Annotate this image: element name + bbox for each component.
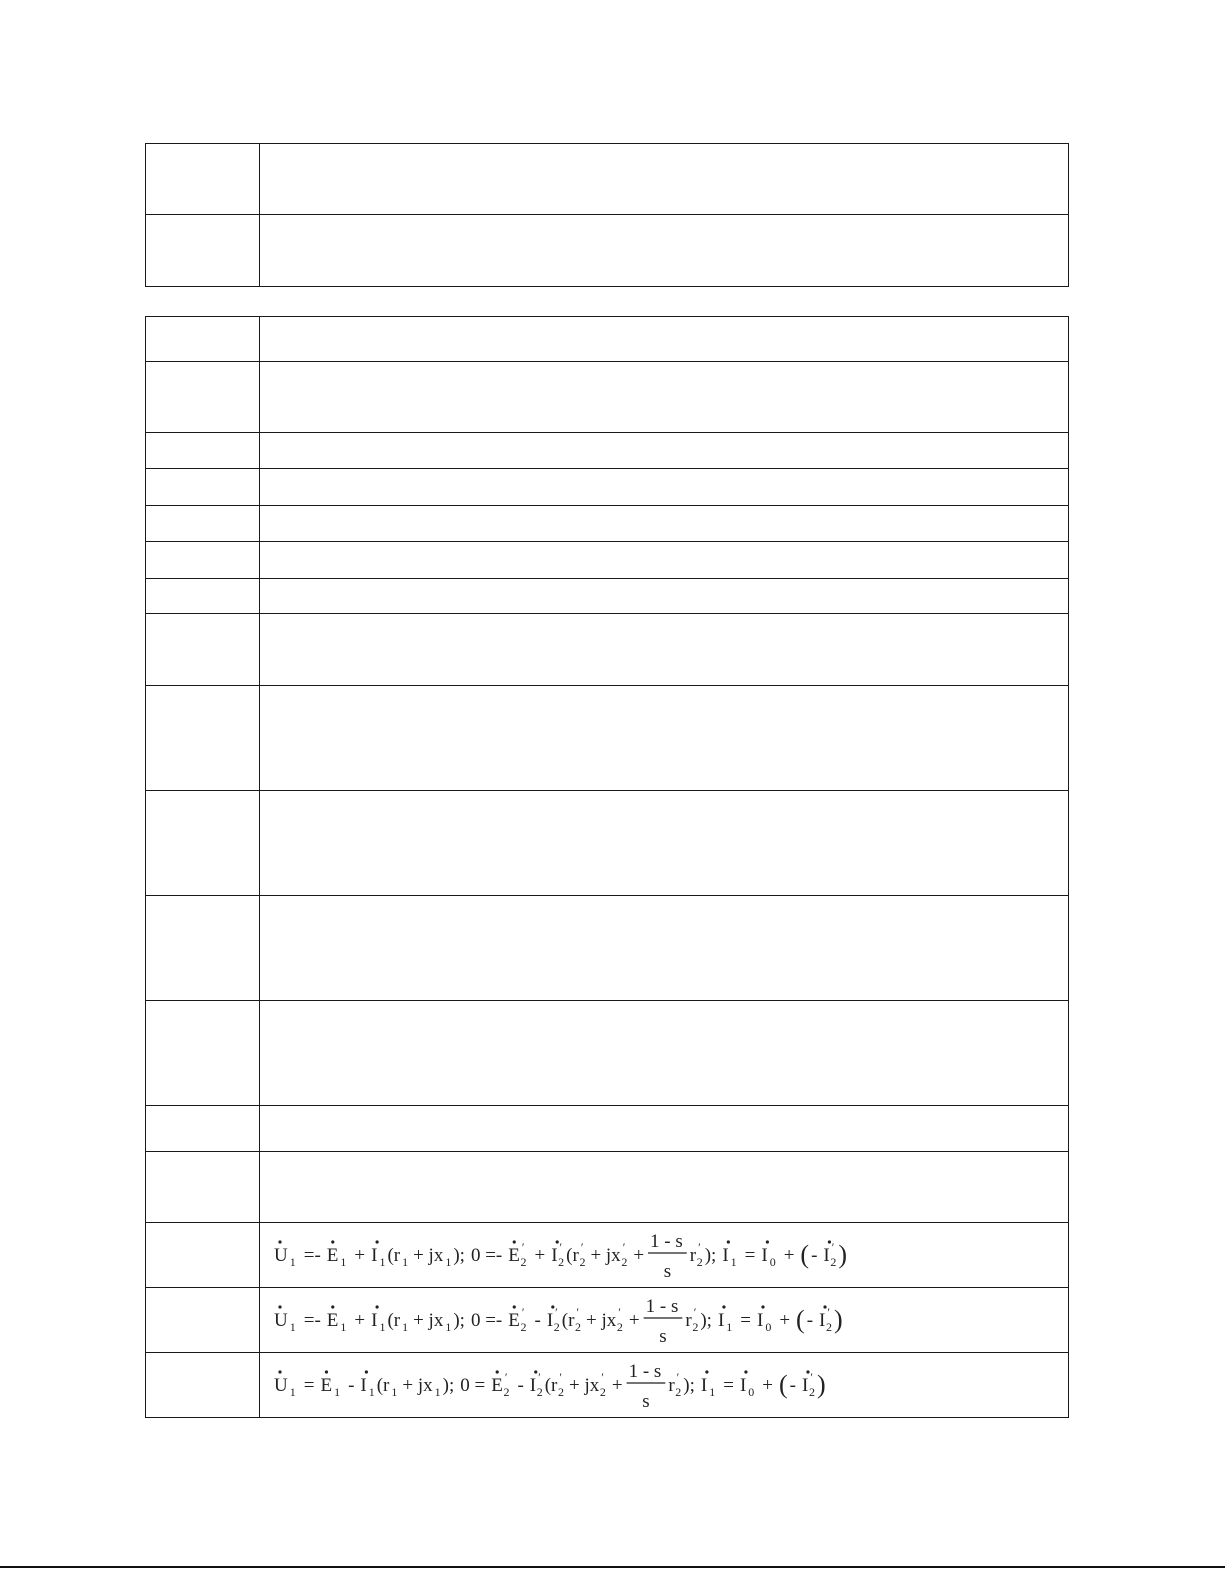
eq-operator: - xyxy=(348,1375,355,1396)
phasor-dot xyxy=(722,1305,725,1308)
eq-paren: ) xyxy=(816,1370,826,1399)
eq-subscript: 2 xyxy=(675,1385,682,1399)
eq-text: (r xyxy=(561,1310,575,1331)
eq-subscript: 2 xyxy=(808,1385,815,1399)
eq-subscript: 2 xyxy=(553,1320,560,1334)
eq-subscript: 1 xyxy=(334,1385,341,1399)
eq-subscript: 1 xyxy=(434,1385,441,1399)
eq-subscript: 1 xyxy=(402,1320,409,1334)
eq-symbol-i: I xyxy=(801,1375,809,1396)
table-row xyxy=(146,506,1069,542)
eq-operator: - xyxy=(534,1310,541,1331)
phasor-dot xyxy=(325,1370,328,1373)
eq-paren: ( xyxy=(800,1240,810,1269)
eq-subscript: 2 xyxy=(825,1320,832,1334)
eq-subscript: 2 xyxy=(558,1385,564,1399)
eq-subscript: 0 xyxy=(748,1385,755,1399)
row-content-cell xyxy=(260,215,1069,287)
row-number-cell xyxy=(146,686,260,791)
phasor-dot xyxy=(513,1305,516,1308)
eq-symbol-u: U xyxy=(274,1310,288,1331)
eq-subscript: 1 xyxy=(289,1385,296,1399)
eq-symbol-i: I xyxy=(756,1310,764,1331)
eq-operator: =- xyxy=(303,1245,321,1266)
equation-option-3 xyxy=(274,1355,1068,1415)
phasor-dot xyxy=(278,1240,281,1243)
question-table-2 xyxy=(145,316,1069,1418)
row-content-cell xyxy=(260,579,1069,614)
phasor-dot xyxy=(513,1240,516,1243)
eq-text: ); xyxy=(453,1310,465,1331)
row-content-cell xyxy=(260,1001,1069,1106)
eq-operator: = xyxy=(723,1375,734,1396)
table-row xyxy=(146,362,1069,433)
eq-symbol-i: I xyxy=(717,1310,725,1331)
phasor-dot xyxy=(766,1240,769,1243)
eq-prime: ′ xyxy=(576,1305,580,1319)
eq-symbol-u: U xyxy=(274,1245,288,1266)
row-number-cell xyxy=(146,896,260,1001)
eq-text: (r xyxy=(376,1375,390,1396)
eq-subscript: 1 xyxy=(730,1255,737,1269)
table-row xyxy=(146,215,1069,287)
row-content-cell xyxy=(260,686,1069,791)
eq-operator: + xyxy=(534,1245,546,1266)
eq-prime: ′ xyxy=(831,1240,835,1254)
phasor-dot xyxy=(823,1305,826,1308)
eq-text: 0 = xyxy=(460,1375,486,1396)
row-number-cell xyxy=(146,542,260,579)
eq-subscript: 1 xyxy=(379,1320,386,1334)
table-row xyxy=(146,1106,1069,1152)
eq-subscript: 2 xyxy=(520,1320,527,1334)
phasor-dot xyxy=(278,1305,281,1308)
row-number-cell xyxy=(146,791,260,896)
eq-symbol-e: E xyxy=(508,1245,520,1266)
table-row xyxy=(146,144,1069,215)
eq-symbol-i: I xyxy=(371,1245,378,1266)
fraction-numerator: 1 - s xyxy=(645,1296,679,1317)
equation-row xyxy=(146,1353,1069,1418)
eq-prime: ′ xyxy=(538,1370,541,1384)
eq-subscript: 2 xyxy=(536,1385,543,1399)
eq-prime: ′ xyxy=(504,1370,508,1384)
eq-operator: = xyxy=(303,1375,315,1396)
phasor-dot xyxy=(331,1240,334,1243)
eq-paren: ) xyxy=(833,1305,843,1334)
eq-text: r xyxy=(685,1310,692,1331)
eq-symbol-e: E xyxy=(491,1375,503,1396)
table-row xyxy=(146,791,1069,896)
eq-text: ); xyxy=(704,1245,717,1266)
eq-operator: = xyxy=(740,1310,751,1331)
eq-symbol-i: I xyxy=(529,1375,537,1396)
phasor-dot xyxy=(828,1240,831,1243)
eq-operator: = xyxy=(744,1245,756,1266)
row-content-cell xyxy=(260,791,1069,896)
phasor-dot xyxy=(705,1370,708,1373)
eq-prime: ′ xyxy=(810,1370,813,1384)
eq-text: + jx xyxy=(413,1245,444,1266)
eq-text: (r xyxy=(566,1245,579,1266)
equation-formula xyxy=(274,1225,954,1285)
equation-option-2 xyxy=(274,1290,1068,1350)
eq-operator: - xyxy=(806,1310,814,1331)
row-number-cell xyxy=(146,433,260,469)
eq-prime: ′ xyxy=(559,1370,562,1384)
eq-text: + jx xyxy=(590,1245,621,1266)
eq-text: ); xyxy=(442,1375,455,1396)
eq-prime: ′ xyxy=(622,1240,626,1254)
equation-row xyxy=(146,1223,1069,1288)
eq-operator: - xyxy=(517,1375,524,1396)
eq-subscript: 2 xyxy=(579,1255,586,1269)
eq-subscript: 1 xyxy=(340,1320,347,1334)
eq-subscript: 2 xyxy=(520,1255,527,1269)
eq-subscript: 1 xyxy=(709,1385,716,1399)
eq-subscript: 2 xyxy=(503,1385,510,1399)
row-number-cell xyxy=(146,144,260,215)
table-row xyxy=(146,542,1069,579)
fraction-denominator: s xyxy=(642,1391,650,1412)
row-number-cell xyxy=(146,317,260,362)
eq-prime: ′ xyxy=(601,1370,604,1384)
eq-symbol-i: I xyxy=(823,1245,830,1266)
phasor-dot xyxy=(744,1370,747,1373)
row-content-cell xyxy=(260,317,1069,362)
table-row xyxy=(146,686,1069,791)
eq-symbol-i: I xyxy=(722,1245,729,1266)
eq-text: (r xyxy=(387,1310,401,1331)
page-bottom-rule xyxy=(0,1566,1225,1568)
eq-subscript: 1 xyxy=(379,1255,386,1269)
eq-operator: + xyxy=(354,1310,366,1331)
eq-text: (r xyxy=(387,1245,401,1266)
eq-prime: ′ xyxy=(827,1305,830,1319)
eq-operator: =- xyxy=(303,1310,321,1331)
eq-symbol-e: E xyxy=(326,1310,339,1331)
phasor-dot xyxy=(331,1305,334,1308)
fraction-denominator: s xyxy=(663,1261,672,1282)
row-content-cell xyxy=(260,469,1069,506)
row-content-cell xyxy=(260,506,1069,542)
phasor-dot xyxy=(496,1370,499,1373)
row-number-cell xyxy=(146,215,260,287)
eq-text: (r xyxy=(544,1375,558,1396)
table-row xyxy=(146,1152,1069,1223)
eq-text: ); xyxy=(683,1375,695,1396)
eq-operator: - xyxy=(811,1245,818,1266)
eq-subscript: 1 xyxy=(289,1320,296,1334)
eq-operator: + xyxy=(354,1245,366,1266)
eq-prime: ′ xyxy=(676,1370,680,1384)
eq-prime: ′ xyxy=(521,1240,525,1254)
eq-operator: + xyxy=(762,1375,773,1396)
row-number-cell xyxy=(146,469,260,506)
eq-subscript: 1 xyxy=(445,1255,452,1269)
eq-subscript: 2 xyxy=(621,1255,628,1269)
eq-subscript: 2 xyxy=(692,1320,699,1334)
row-number-cell xyxy=(146,1152,260,1223)
row-content-cell xyxy=(260,542,1069,579)
eq-text: ); xyxy=(453,1245,465,1266)
eq-prime: ′ xyxy=(698,1240,701,1254)
eq-prime: ′ xyxy=(559,1240,563,1254)
eq-symbol-i: I xyxy=(360,1375,367,1396)
phasor-dot xyxy=(376,1240,379,1243)
equation-row xyxy=(146,1288,1069,1353)
eq-subscript: 1 xyxy=(445,1320,452,1334)
eq-symbol-i: I xyxy=(761,1245,768,1266)
eq-subscript: 2 xyxy=(616,1320,623,1334)
eq-text: + jx xyxy=(586,1310,617,1331)
table-row xyxy=(146,896,1069,1001)
row-number-cell xyxy=(146,1001,260,1106)
eq-text: r xyxy=(689,1245,697,1266)
eq-subscript: 1 xyxy=(726,1320,733,1334)
equation-option-1 xyxy=(274,1225,1068,1285)
phasor-dot xyxy=(534,1370,537,1373)
row-number-cell xyxy=(146,506,260,542)
eq-symbol-i: I xyxy=(819,1310,826,1331)
eq-symbol-i: I xyxy=(551,1245,558,1266)
eq-subscript: 2 xyxy=(830,1255,837,1269)
eq-subscript: 1 xyxy=(368,1385,375,1399)
eq-text: + jx xyxy=(569,1375,600,1396)
eq-subscript: 2 xyxy=(599,1385,606,1399)
row-number-cell xyxy=(146,614,260,686)
eq-prime: ′ xyxy=(693,1305,697,1319)
eq-symbol-e: E xyxy=(320,1375,333,1396)
row-content-cell xyxy=(260,896,1069,1001)
table-row xyxy=(146,469,1069,506)
fraction-denominator: s xyxy=(659,1326,667,1347)
eq-subscript: 1 xyxy=(289,1255,296,1269)
eq-paren: ( xyxy=(796,1305,805,1334)
eq-prime: ′ xyxy=(555,1305,558,1319)
eq-subscript: 1 xyxy=(340,1255,347,1269)
eq-paren: ) xyxy=(838,1240,848,1269)
equation-formula xyxy=(274,1290,954,1350)
eq-operator: + xyxy=(783,1245,795,1266)
phasor-dot xyxy=(551,1305,554,1308)
eq-symbol-u: U xyxy=(274,1375,288,1396)
row-number-cell xyxy=(146,1106,260,1152)
eq-subscript: 0 xyxy=(769,1255,776,1269)
eq-symbol-e: E xyxy=(508,1310,520,1331)
row-content-cell xyxy=(260,1106,1069,1152)
phasor-dot xyxy=(806,1370,809,1373)
eq-text: 0 =- xyxy=(470,1310,503,1331)
eq-subscript: 2 xyxy=(696,1255,703,1269)
table-row xyxy=(146,1001,1069,1106)
eq-operator: - xyxy=(789,1375,796,1396)
eq-prime: ′ xyxy=(580,1240,584,1254)
eq-text: + jx xyxy=(402,1375,433,1396)
eq-text: ); xyxy=(700,1310,712,1331)
eq-prime: ′ xyxy=(618,1305,621,1319)
row-content-cell xyxy=(260,1152,1069,1223)
eq-text: + jx xyxy=(413,1310,444,1331)
eq-symbol-i: I xyxy=(546,1310,554,1331)
table-row xyxy=(146,614,1069,686)
eq-operator: + xyxy=(628,1310,640,1331)
eq-operator: + xyxy=(633,1245,645,1266)
phasor-dot xyxy=(376,1305,379,1308)
table-row xyxy=(146,579,1069,614)
eq-text: 0 =- xyxy=(470,1245,503,1266)
row-content-cell xyxy=(260,144,1069,215)
fraction-numerator: 1 - s xyxy=(650,1231,683,1252)
phasor-dot xyxy=(761,1305,764,1308)
eq-operator: + xyxy=(779,1310,791,1331)
fraction-numerator: 1 - s xyxy=(628,1361,662,1382)
eq-symbol-i: I xyxy=(371,1310,378,1331)
row-content-cell xyxy=(260,614,1069,686)
row-content-cell xyxy=(260,362,1069,433)
table-row xyxy=(146,317,1069,362)
equation-formula xyxy=(274,1355,954,1415)
eq-operator: + xyxy=(611,1375,623,1396)
phasor-dot xyxy=(365,1370,368,1373)
eq-text: r xyxy=(668,1375,675,1396)
phasor-dot xyxy=(556,1240,559,1243)
eq-paren: ( xyxy=(778,1370,788,1399)
row-number-cell xyxy=(146,362,260,433)
eq-subscript: 2 xyxy=(558,1255,565,1269)
table-row xyxy=(146,433,1069,469)
question-table-1 xyxy=(145,143,1069,287)
eq-subscript: 1 xyxy=(391,1385,398,1399)
eq-subscript: 0 xyxy=(765,1320,772,1334)
phasor-dot xyxy=(278,1370,281,1373)
eq-subscript: 2 xyxy=(575,1320,582,1334)
eq-symbol-i: I xyxy=(739,1375,747,1396)
eq-subscript: 1 xyxy=(402,1255,409,1269)
eq-symbol-e: E xyxy=(326,1245,339,1266)
row-number-cell xyxy=(146,579,260,614)
eq-prime: ′ xyxy=(521,1305,525,1319)
phasor-dot xyxy=(727,1240,730,1243)
row-content-cell xyxy=(260,433,1069,469)
eq-symbol-i: I xyxy=(700,1375,708,1396)
